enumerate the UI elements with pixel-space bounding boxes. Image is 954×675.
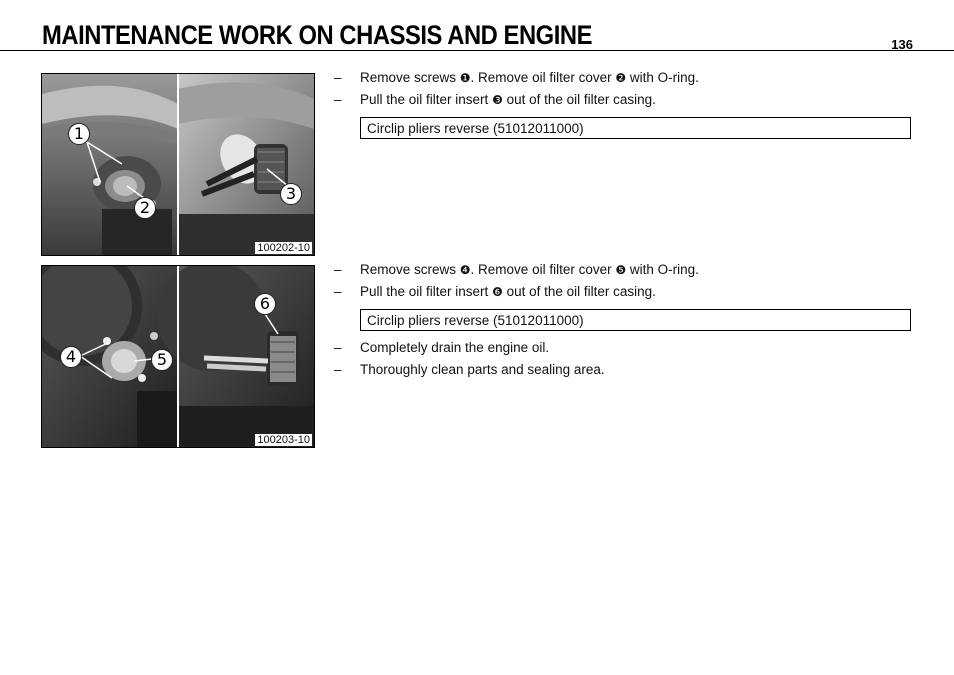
dash: – — [334, 284, 342, 299]
callout-2: 2 — [134, 197, 156, 219]
dash: – — [334, 362, 342, 377]
step-text: Pull the oil filter insert — [360, 92, 493, 107]
step-text: Remove screws — [360, 262, 460, 277]
photo-engine-filter-removal — [42, 266, 314, 447]
tool-box: Circlip pliers reverse (51012011000) — [360, 309, 911, 331]
step-pull-insert — [334, 89, 914, 111]
step-text: Thoroughly clean parts and sealing area. — [360, 362, 605, 377]
step-text: out of the oil filter casing. — [502, 92, 656, 107]
step-remove-screws — [334, 259, 914, 281]
ref-4: ❹ — [459, 263, 471, 277]
photo-engine-cover-removal — [42, 74, 314, 255]
figure-oil-filter-cover — [41, 73, 315, 256]
dash: – — [334, 70, 342, 85]
callout-4: 4 — [60, 346, 82, 368]
dash: – — [334, 262, 342, 277]
title-rule — [0, 50, 954, 51]
step-text: Completely drain the engine oil. — [360, 340, 550, 355]
callout-3: 3 — [280, 183, 302, 205]
page-title: MAINTENANCE WORK ON CHASSIS AND ENGINE — [42, 20, 593, 50]
figure-caption: 100202-10 — [257, 242, 310, 254]
ref-3: ❸ — [492, 93, 503, 107]
step-pull-insert — [334, 281, 914, 303]
callout-1: 1 — [68, 123, 90, 145]
figure-oil-filter-insert — [41, 265, 315, 448]
ref-1: ❶ — [459, 71, 471, 85]
steps-section-1 — [334, 67, 914, 145]
ref-5: ❺ — [615, 263, 627, 277]
step-text: out of the oil filter casing. — [502, 284, 656, 299]
callout-6: 6 — [254, 293, 276, 315]
tool-box: Circlip pliers reverse (51012011000) — [360, 117, 911, 139]
step-text: Pull the oil filter insert — [360, 284, 493, 299]
figure-caption: 100203-10 — [257, 434, 310, 446]
step-text: with O-ring. — [626, 70, 699, 85]
step-drain-oil — [334, 337, 914, 359]
step-text: with O-ring. — [626, 262, 699, 277]
dash: – — [334, 92, 342, 107]
step-remove-screws — [334, 67, 914, 89]
steps-section-2 — [334, 259, 914, 381]
step-text: Remove screws — [360, 70, 460, 85]
dash: – — [334, 340, 342, 355]
page-number: 136 — [891, 37, 913, 52]
callout-5: 5 — [151, 349, 173, 371]
step-text: . Remove oil filter cover — [470, 262, 616, 277]
ref-2: ❷ — [615, 71, 627, 85]
step-text: . Remove oil filter cover — [470, 70, 616, 85]
ref-6: ❻ — [492, 285, 503, 299]
step-clean-parts — [334, 359, 914, 381]
